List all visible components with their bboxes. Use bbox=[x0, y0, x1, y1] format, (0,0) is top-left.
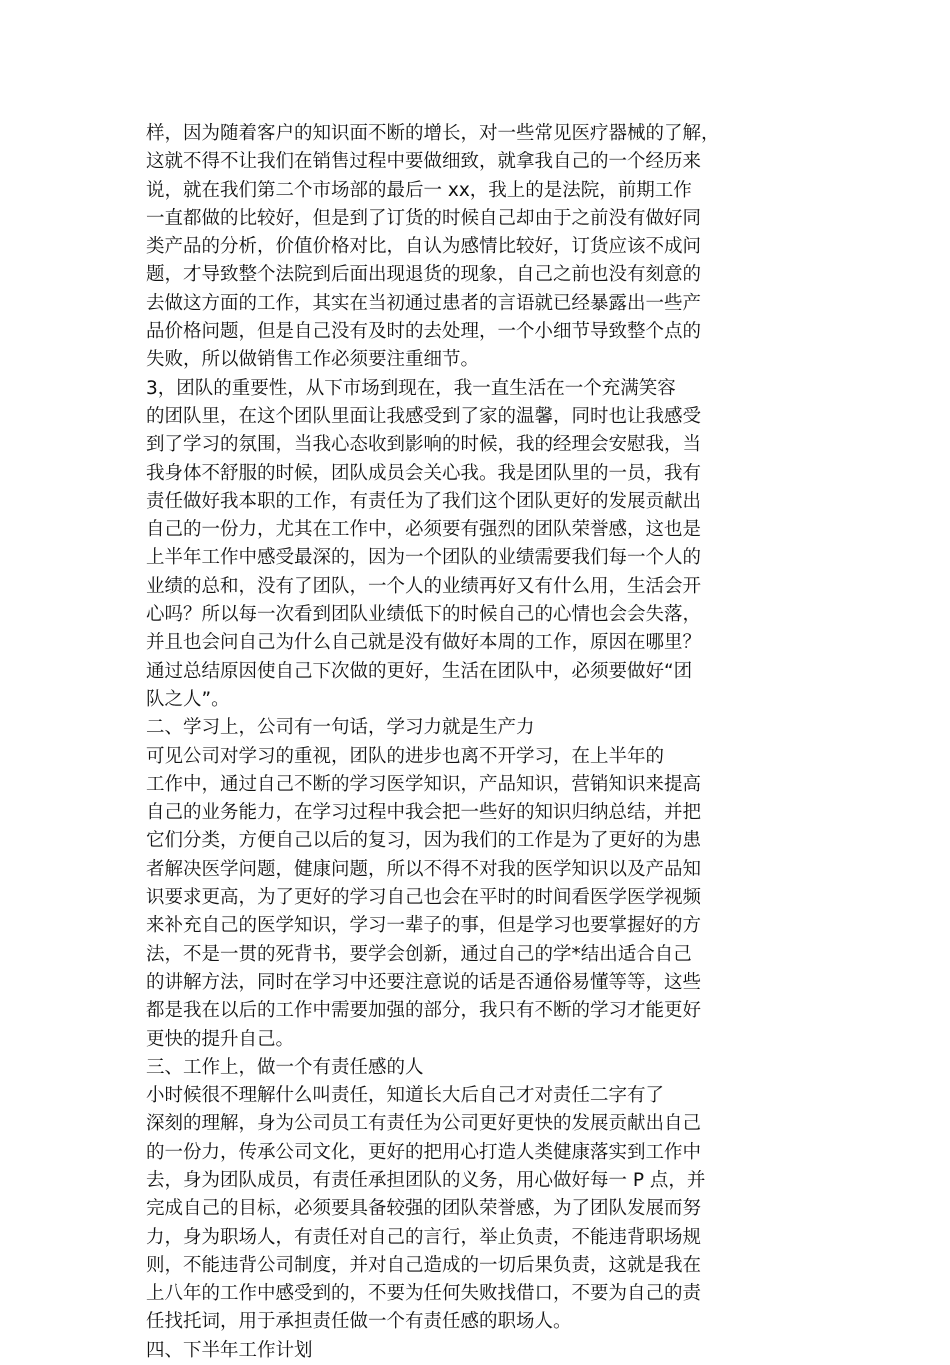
section-heading: 四、下半年工作计划 bbox=[146, 1339, 313, 1361]
text-line: 业绩的总和，没有了团队，一个人的业绩再好又有什么用，生活会开 bbox=[146, 575, 702, 597]
body-text bbox=[146, 120, 726, 1365]
text-line: 品价格问题，但是自己没有及时的去处理，一个小细节导致整个点的 bbox=[146, 321, 702, 343]
text-line: 样，因为随着客户的知识面不断的增长，对一些常见医疗器械的了解， bbox=[146, 123, 720, 144]
text-line: 完成自己的目标，必须要具备较强的团队荣誉感，为了团队发展而努 bbox=[146, 1198, 702, 1220]
text-line: 自己的业务能力，在学习过程中我会把一些好的知识归纳总结，并把 bbox=[146, 802, 702, 824]
text-line: 的团队里，在这个团队里面让我感受到了家的温馨，同时也让我感受 bbox=[146, 405, 702, 427]
text-line: 失败，所以做销售工作必须要注重细节。 bbox=[146, 349, 480, 371]
text-line: 任找托词，用于承担责任做一个有责任感的职场人。 bbox=[146, 1311, 572, 1333]
text-line: 去做这方面的工作，其实在当初通过患者的言语就已经暴露出一些产 bbox=[146, 292, 702, 314]
text-line: 法，不是一贯的死背书，要学会创新，通过自己的学*结出适合自己 bbox=[146, 943, 692, 965]
text-line: 都是我在以后的工作中需要加强的部分，我只有不断的学习才能更好 bbox=[146, 1000, 702, 1022]
text-line: 小时候很不理解什么叫责任，知道长大后自己才对责任二字有了 bbox=[146, 1085, 665, 1107]
text-line: 并且也会问自己为什么自己就是没有做好本周的工作，原因在哪里？ bbox=[146, 632, 702, 654]
text-line: 工作中，通过自己不断的学习医学知识，产品知识，营销知识来提高 bbox=[146, 773, 702, 795]
text-line: 我身体不舒服的时候，团队成员会关心我。我是团队里的一员，我有 bbox=[146, 462, 702, 484]
text-line: 3，团队的重要性，从下市场到现在，我一直生活在一个充满笑容 bbox=[146, 377, 676, 399]
text-line: 责任做好我本职的工作，有责任为了我们这个团队更好的发展贡献出 bbox=[146, 490, 702, 512]
text-line: 者解决医学问题，健康问题，所以不得不对我的医学知识以及产品知 bbox=[146, 858, 702, 880]
text-line: 的讲解方法，同时在学习中还要注意说的话是否通俗易懂等等，这些 bbox=[146, 971, 702, 993]
text-line: 它们分类，方便自己以后的复习，因为我们的工作是为了更好的为患 bbox=[146, 830, 702, 852]
text-line: 来补充自己的医学知识，学习一辈子的事，但是学习也要掌握好的方 bbox=[146, 915, 702, 937]
text-line: 到了学习的氛围，当我心态收到影响的时候，我的经理会安慰我，当 bbox=[146, 434, 702, 456]
section-heading: 三、工作上，做一个有责任感的人 bbox=[146, 1056, 424, 1078]
text-line: 通过总结原因使自己下次做的更好，生活在团队中，必须要做好“团 bbox=[146, 660, 693, 682]
text-line: 说，就在我们第二个市场部的最后一 xx，我上的是法院，前期工作 bbox=[146, 179, 692, 201]
text-line: 这就不得不让我们在销售过程中要做细致，就拿我自己的一个经历来 bbox=[146, 151, 702, 173]
text-line: 题，才导致整个法院到后面出现退货的现象，自己之前也没有刻意的 bbox=[146, 264, 702, 286]
text-line: 去，身为团队成员，有责任承担团队的义务，用心做好每一 P 点，并 bbox=[146, 1169, 706, 1191]
text-line: 力，身为职场人，有责任对自己的言行，举止负责，不能违背职场规 bbox=[146, 1226, 702, 1248]
text-line: 可见公司对学习的重视，团队的进步也离不开学习，在上半年的 bbox=[146, 745, 665, 767]
text-line: 则，不能违背公司制度，并对自己造成的一切后果负责，这就是我在 bbox=[146, 1254, 702, 1276]
text-line: 队之人”。 bbox=[146, 688, 230, 710]
text-line: 上半年工作中感受最深的，因为一个团队的业绩需要我们每一个人的 bbox=[146, 547, 702, 569]
text-line: 一直都做的比较好，但是到了订货的时候自己却由于之前没有做好同 bbox=[146, 207, 702, 229]
text-line: 自己的一份力，尤其在工作中，必须要有强烈的团队荣誉感，这也是 bbox=[146, 519, 702, 541]
text-line: 上八年的工作中感受到的，不要为任何失败找借口，不要为自己的责 bbox=[146, 1283, 702, 1305]
section-heading: 二、学习上，公司有一句话，学习力就是生产力 bbox=[146, 717, 535, 739]
text-line: 识要求更高，为了更好的学习自己也会在平时的时间看医学医学视频 bbox=[146, 887, 702, 909]
text-line: 更快的提升自己。 bbox=[146, 1028, 295, 1050]
text-line: 深刻的理解，身为公司员工有责任为公司更好更快的发展贡献出自己 bbox=[146, 1113, 702, 1135]
text-line: 类产品的分析，价值价格对比，自认为感情比较好，订货应该不成问 bbox=[146, 236, 702, 258]
text-line: 心吗？所以每一次看到团队业绩低下的时候自己的心情也会会失落， bbox=[146, 604, 702, 626]
text-line: 的一份力，传承公司文化，更好的把用心打造人类健康落实到工作中 bbox=[146, 1141, 702, 1163]
